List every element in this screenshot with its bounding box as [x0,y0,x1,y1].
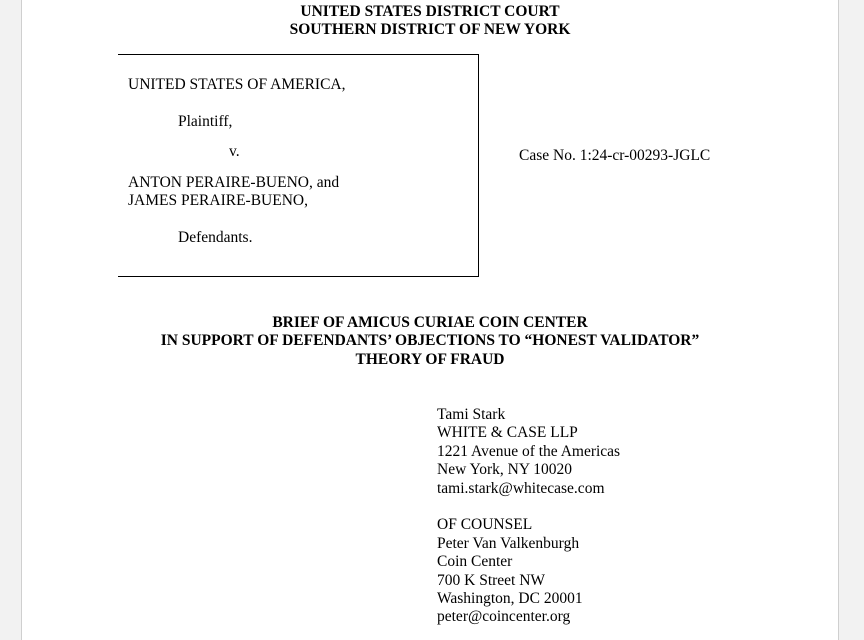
of-counsel-address-1: 700 K Street NW [437,571,546,589]
spacer [437,498,620,516]
court-name: UNITED STATES DISTRICT COURT [300,3,560,20]
brief-title [22,314,838,369]
attorney-address-2: New York, NY 10020 [437,461,573,479]
counsel-block [437,406,620,627]
brief-title-line-3: THEORY OF FRAUD [355,350,505,368]
of-counsel-address-2: Washington, DC 20001 [437,589,583,607]
of-counsel-heading: OF COUNSEL [437,516,533,534]
plaintiff-role: Plaintiff, [178,113,233,130]
attorney-name: Tami Stark [437,406,506,423]
attorney-address-1: 1221 Avenue of the Americas [437,442,621,460]
court-header [22,3,838,40]
defendant-name-2: JAMES PERAIRE-BUENO, [128,192,308,209]
case-caption-box [118,54,479,277]
document-page [21,0,839,640]
defendant-role: Defendants. [178,229,253,246]
plaintiff-name: UNITED STATES OF AMERICA, [128,76,346,93]
of-counsel-org: Coin Center [437,553,513,571]
versus-text: v. [229,143,240,160]
attorney-firm: WHITE & CASE LLP [437,424,578,442]
of-counsel-email: peter@coincenter.org [437,608,571,626]
court-district: SOUTHERN DISTRICT OF NEW YORK [289,21,571,39]
of-counsel-name: Peter Van Valkenburgh [437,534,580,552]
case-number: Case No. 1:24-cr-00293-JGLC [519,147,711,164]
brief-title-line-1: BRIEF OF AMICUS CURIAE COIN CENTER [272,314,588,331]
attorney-email: tami.stark@whitecase.com [437,479,605,497]
brief-title-line-2: IN SUPPORT OF DEFENDANTS’ OBJECTIONS TO “HONEST VALIDATOR” [160,332,700,350]
defendant-name-1: ANTON PERAIRE-BUENO, and [128,174,340,191]
